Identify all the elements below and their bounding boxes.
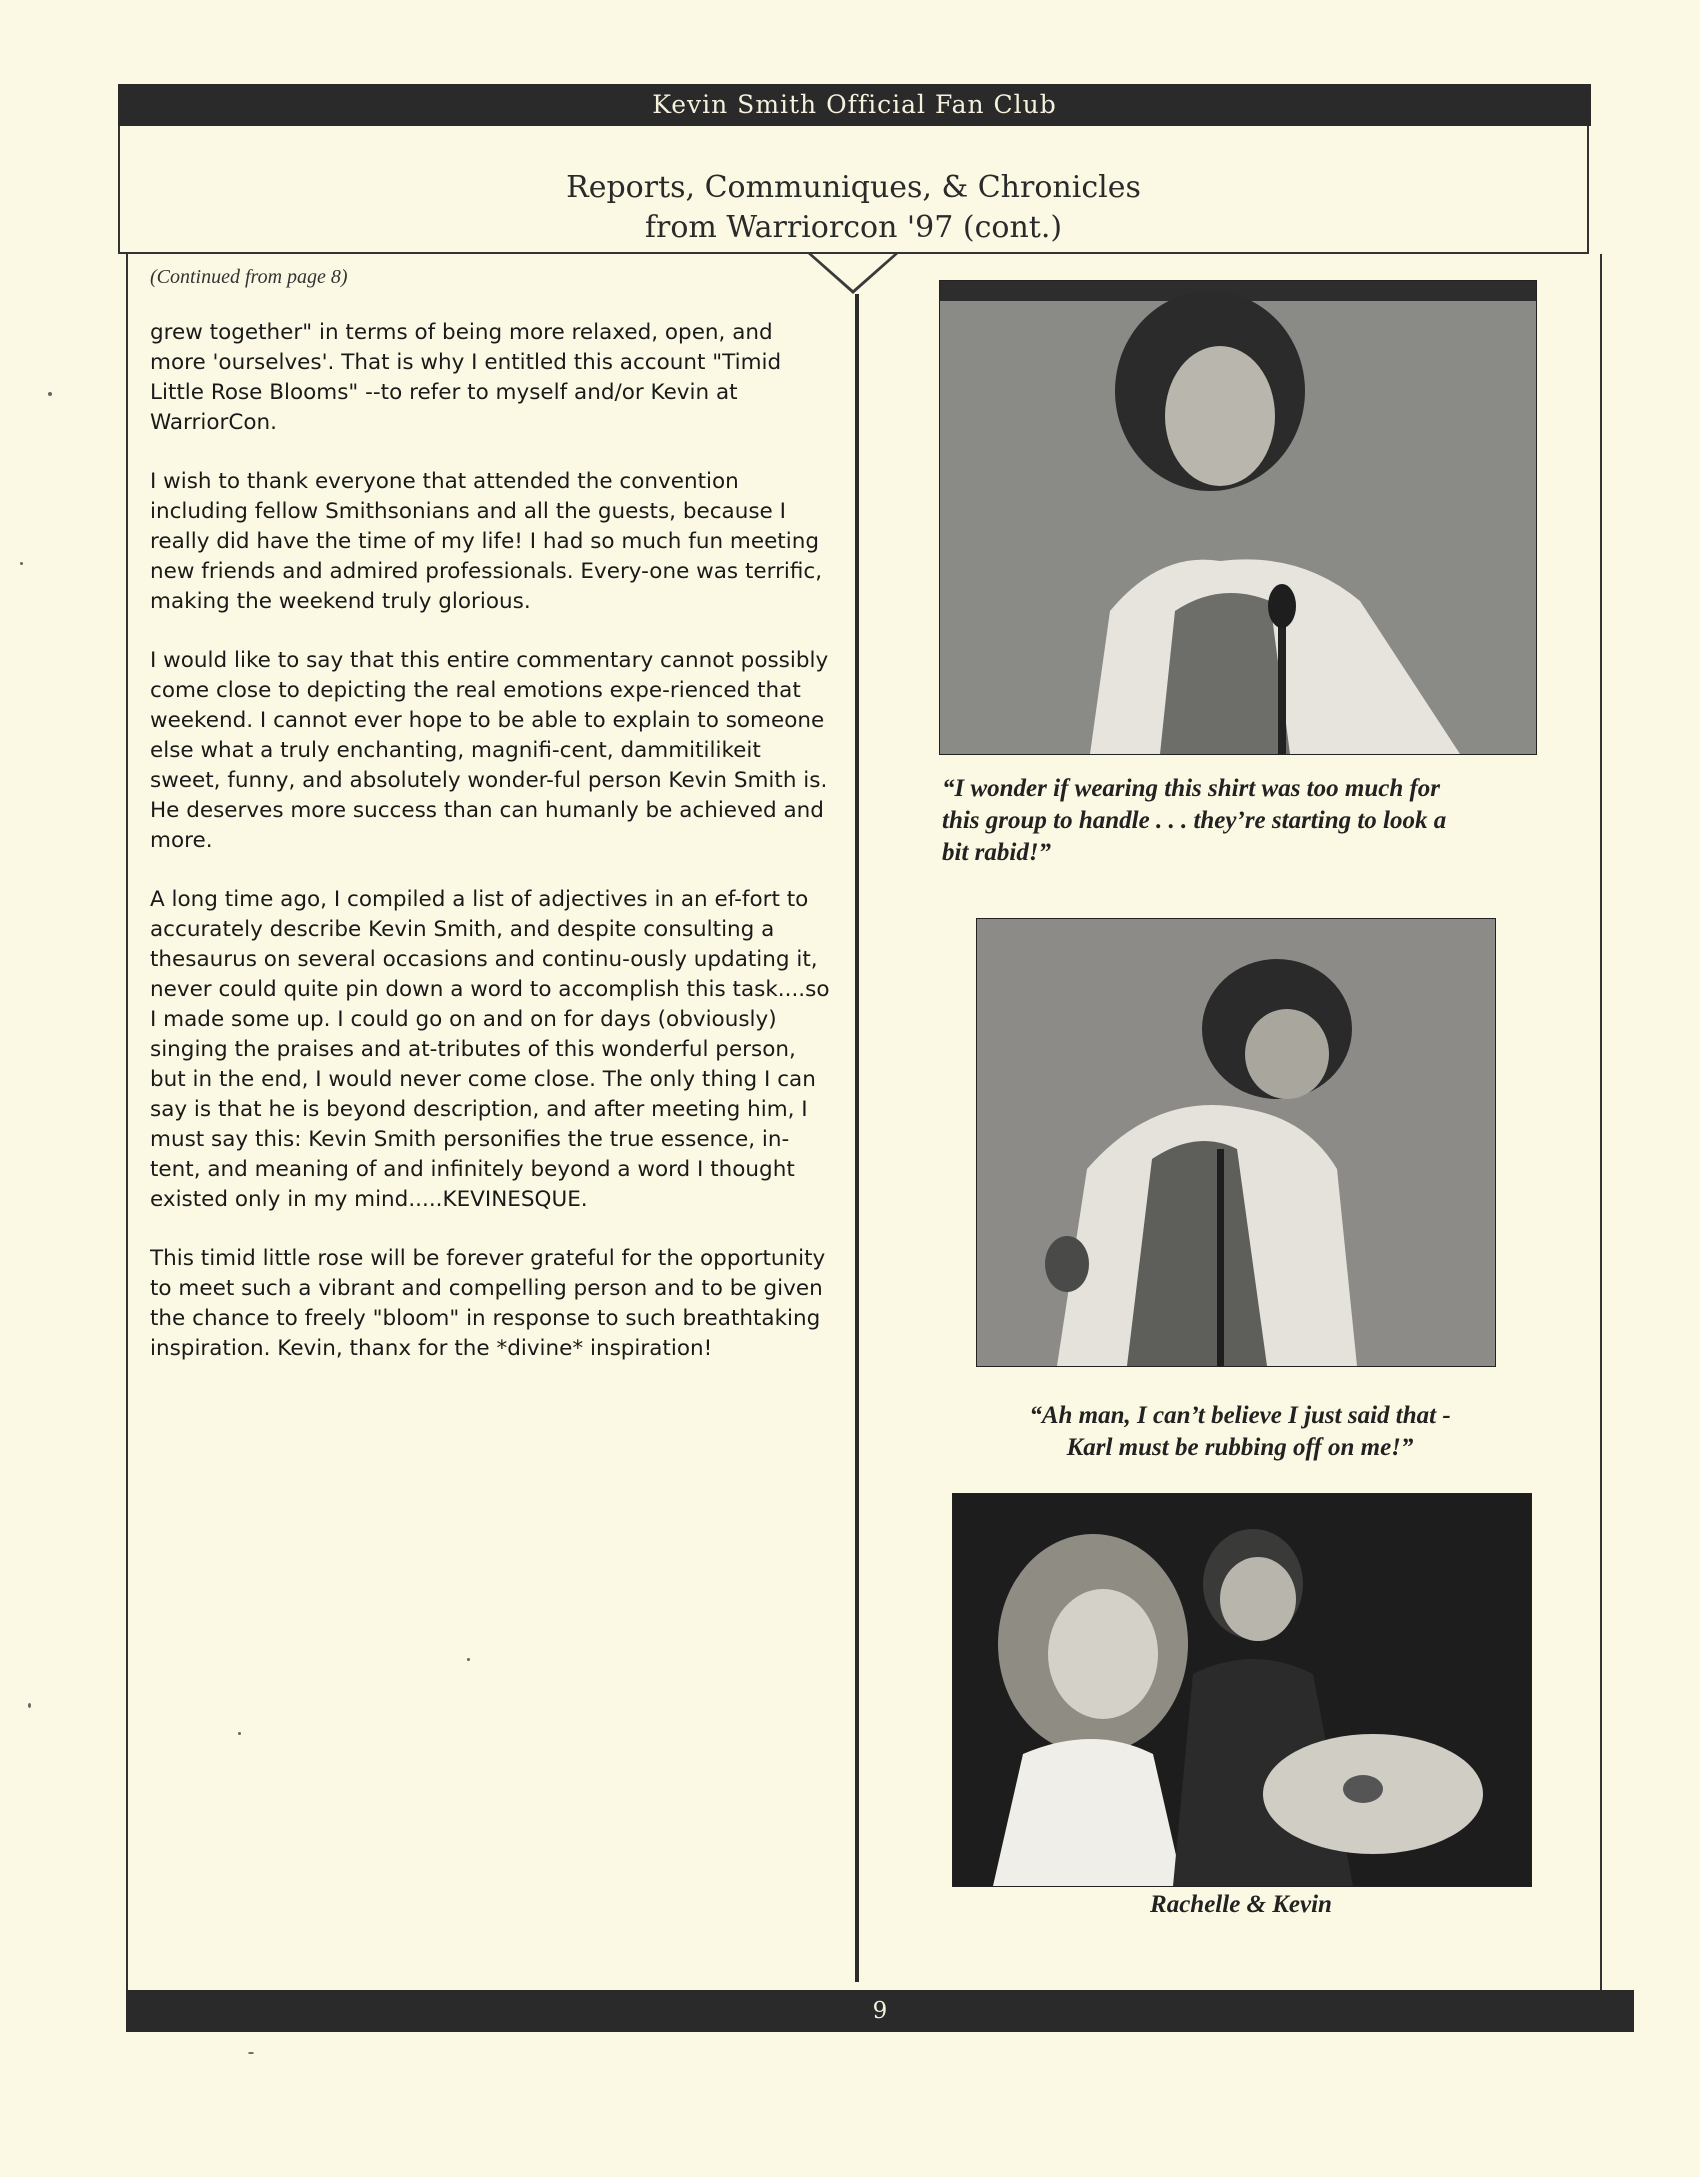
photo-rachelle-and-kevin — [952, 1493, 1532, 1887]
scan-speck — [20, 562, 23, 565]
page-number: 9 — [872, 1998, 888, 2024]
scan-speck — [248, 2052, 254, 2054]
scan-speck — [28, 1703, 31, 1708]
page-number-bar — [126, 1990, 1634, 2032]
photo-2-caption-line: Karl must be rubbing off on me!” — [1066, 1434, 1414, 1461]
fan-club-banner: Kevin Smith Official Fan Club — [118, 84, 1591, 126]
photo-kevin-laughing — [976, 918, 1496, 1367]
article-paragraph-2: I wish to thank everyone that attended the convention including fellow Smithsonians and all the guests, because I really did have the time of my life! I had so much fun meeting new friends and admired professionals. Every-one was terrific, making the weekend truly glorious. — [150, 469, 823, 614]
continued-note: (Continued from page 8) — [150, 266, 348, 288]
scan-speck — [48, 392, 52, 396]
title-box — [118, 126, 1589, 254]
divider-notch-inner — [812, 254, 894, 290]
article-paragraph-3: I would like to say that this entire commentary cannot possibly come close to depicting the real emotions expe-rienced that weekend. I cannot ever hope to be able to explain to someone else what a truly enchanting, magnifi-cent, dammitilikeit sweet, funny, and absolutely wonder-ful person Kevin Smith is. He deserves more success than can humanly be achieved and more. — [150, 648, 829, 853]
article-paragraph-4: A long time ago, I compiled a list of adjectives in an ef-fort to accurately describe Kevin Smith, and despite consulting a thesaurus on several occasions and continu-ously updating it, never could quite pin down a word to accomplish this task....so I made some up. I could go on and on for days (obviously) singing the praises and at-tributes of this wonderful person, but in the end, I would never come close. The only thing I can say is that he is beyond description, and after meeting him, I must say this: Kevin Smith personifies the true essence, in-tent, and meaning of and infinitely beyond a word I thought existed only in my mind.....KEVINESQUE. — [150, 887, 830, 1212]
photo-3-caption-line: Rachelle & Kevin — [1150, 1891, 1332, 1918]
scan-speck — [238, 1732, 241, 1735]
photo-1-caption-line: bit rabid!” — [942, 839, 1052, 866]
photo-2-caption-line: “Ah man, I can’t believe I just said that - — [1029, 1402, 1451, 1429]
photo-kevin-microphone — [939, 280, 1537, 755]
article-paragraph-1: grew together" in terms of being more relaxed, open, and more 'ourselves'. That is why I entitled this account "Timid Little Rose Blooms" --to refer to myself and/or Kevin at WarriorCon. — [150, 320, 782, 435]
photo-1-caption-line: this group to handle . . . they’re starting to look a — [942, 807, 1447, 834]
article-body — [150, 318, 830, 1393]
photo-2-caption — [920, 1400, 1560, 1464]
page-title-line-1: Reports, Communiques, & Chronicles — [566, 170, 1141, 205]
scan-speck — [467, 1658, 470, 1661]
page-title-line-2: from Warriorcon '97 (cont.) — [644, 210, 1063, 245]
photo-3-caption — [952, 1889, 1530, 1921]
photo-1-caption — [942, 773, 1562, 869]
photo-1-caption-line: “I wonder if wearing this shirt was too much for — [942, 775, 1441, 802]
article-paragraph-5: This timid little rose will be forever grateful for the opportunity to meet such a vibrant and compelling person and to be given the chance to freely "bloom" in response to such breathtaking inspiration. Kevin, thanx for the *divine* inspiration! — [150, 1246, 826, 1361]
column-divider — [855, 294, 859, 1982]
